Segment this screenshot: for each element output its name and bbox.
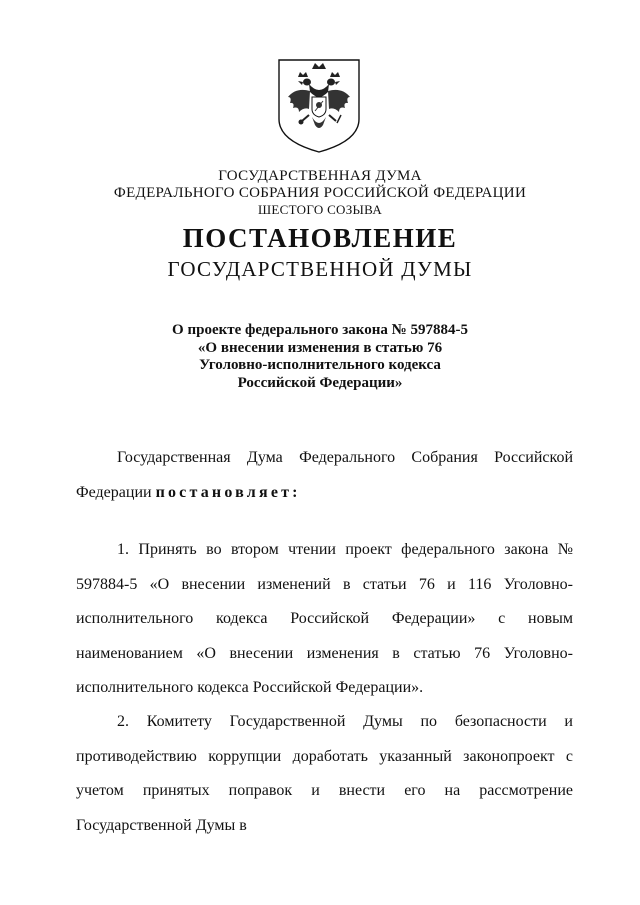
intro-paragraph	[76, 441, 573, 510]
subject-line: «О внесении изменения в статью 76	[197, 339, 443, 356]
document-type-title: ПОСТАНОВЛЕНИЕ	[182, 223, 458, 253]
organization-name: ГОСУДАРСТВЕННАЯ ДУМА	[218, 168, 422, 184]
document-issuer: ГОСУДАРСТВЕННОЙ ДУМЫ	[167, 257, 473, 281]
subject-line: Российской Федерации»	[237, 374, 403, 391]
organization-name-full: ФЕДЕРАЛЬНОГО СОБРАНИЯ РОССИЙСКОЙ ФЕДЕРАЦИИ	[113, 185, 527, 201]
resolution-verb: постановляет:	[155, 483, 301, 501]
intro-text: Государственная Дума Федерального Собрания Российской Федерации	[76, 449, 573, 501]
convocation: ШЕСТОГО СОЗЫВА	[257, 202, 383, 217]
subject-line: Уголовно-исполнительного кодекса	[199, 357, 441, 373]
resolution-item-2: 2. Комитету Государственной Думы по безопасности и противодействию коррупции доработать указанный законопроект с учетом принятых поправок и внести его на рассмотрение Государственной Думы в	[76, 713, 573, 834]
russian-coat-of-arms-icon	[276, 57, 362, 155]
subject-line: О проекте федерального закона № 597884-5	[172, 322, 468, 338]
document-subject	[0, 322, 640, 392]
resolution-item-1: 1. Принять во втором чтении проект федерального закона № 597884-5 «О внесении изменений в статьи 76 и 116 Уголовно-исполнительного кодекса Российской Федерации» с новым наименованием «О внесении изменения в статью 76 Уголовно-исполнительного кодекса Российской Федерации».	[76, 541, 573, 696]
